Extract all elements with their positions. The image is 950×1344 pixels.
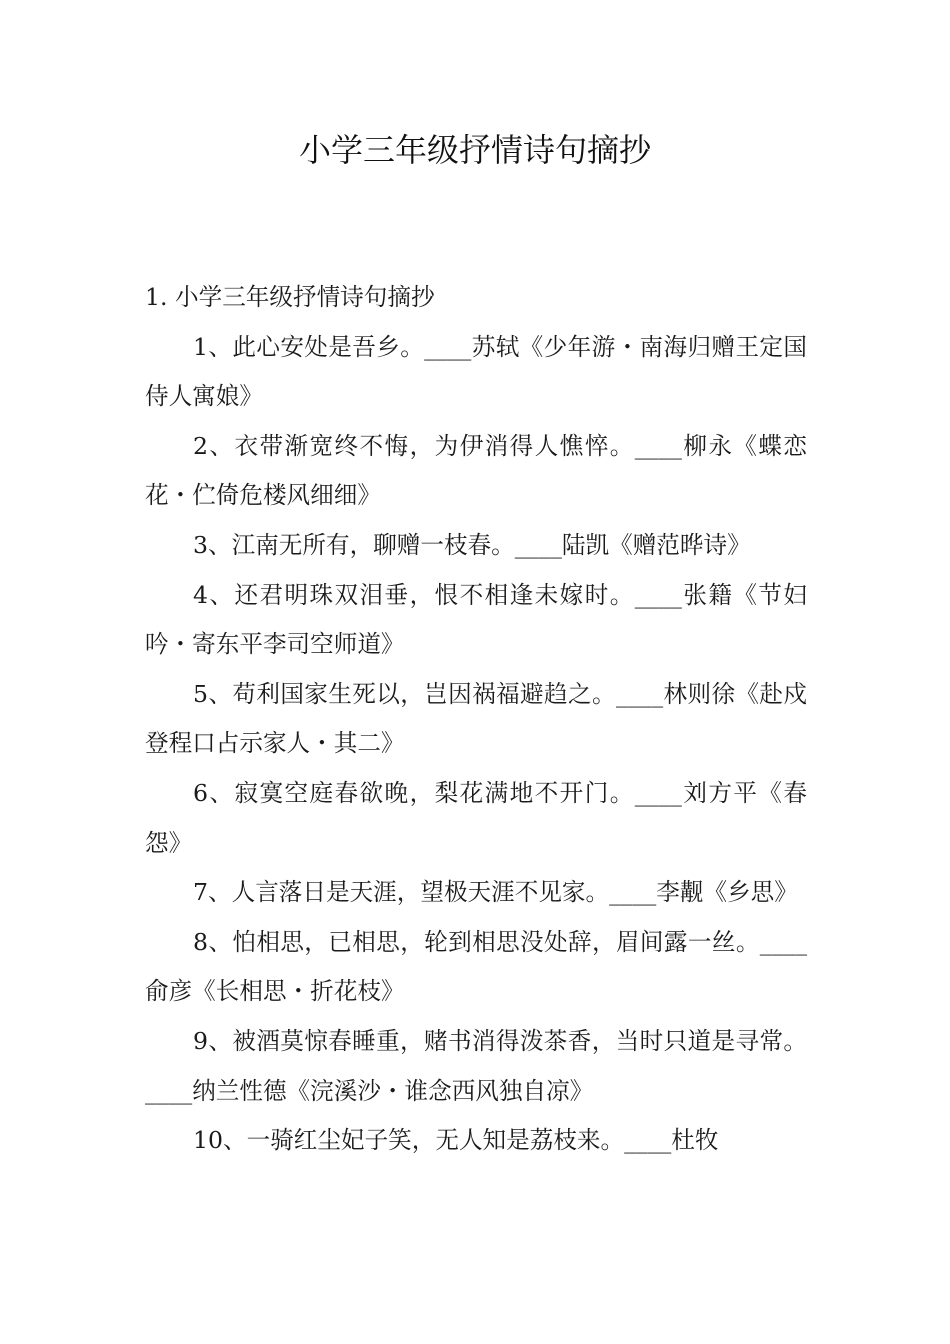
document-body: [145, 273, 807, 1166]
poem-entry-9: 9、被酒莫惊春睡重，赌书消得泼茶香，当时只道是寻常。____纳兰性德《浣溪沙・谁念西风独自凉》: [145, 1026, 807, 1105]
poem-entry-2: 2、衣带渐宽终不悔，为伊消得人憔悴。____柳永《蝶恋花・伫倚危楼风细细》: [145, 431, 807, 510]
poem-entry-4: 4、还君明珠双泪垂，恨不相逢未嫁时。____张籍《节妇吟・寄东平李司空师道》: [145, 580, 807, 659]
page-title: 小学三年级抒情诗句摘抄: [298, 131, 651, 169]
section-heading: 1. 小学三年级抒情诗句摘抄: [145, 283, 435, 311]
poem-entry-8: 8、怕相思，已相思，轮到相思没处辞，眉间露一丝。____俞彦《长相思・折花枝》: [145, 927, 807, 1006]
poem-entry-3: 3、江南无所有，聊赠一枝春。____陆凯《赠范晔诗》: [193, 530, 751, 559]
poem-entry-5: 5、苟利国家生死以，岂因祸福避趋之。____林则徐《赴戍登程口占示家人・其二》: [145, 679, 807, 758]
poem-entry-6: 6、寂寞空庭春欲晚，梨花满地不开门。____刘方平《春怨》: [145, 778, 807, 857]
poem-entry-7: 7、人言落日是天涯，望极天涯不见家。____李觏《乡思》: [193, 878, 798, 907]
poem-entry-10: 10、一骑红尘妃子笑，无人知是荔枝来。____杜牧: [193, 1126, 719, 1155]
poem-entry-1: 1、此心安处是吾乡。____苏轼《少年游・南海归赠王定国侍人寓娘》: [145, 332, 807, 411]
